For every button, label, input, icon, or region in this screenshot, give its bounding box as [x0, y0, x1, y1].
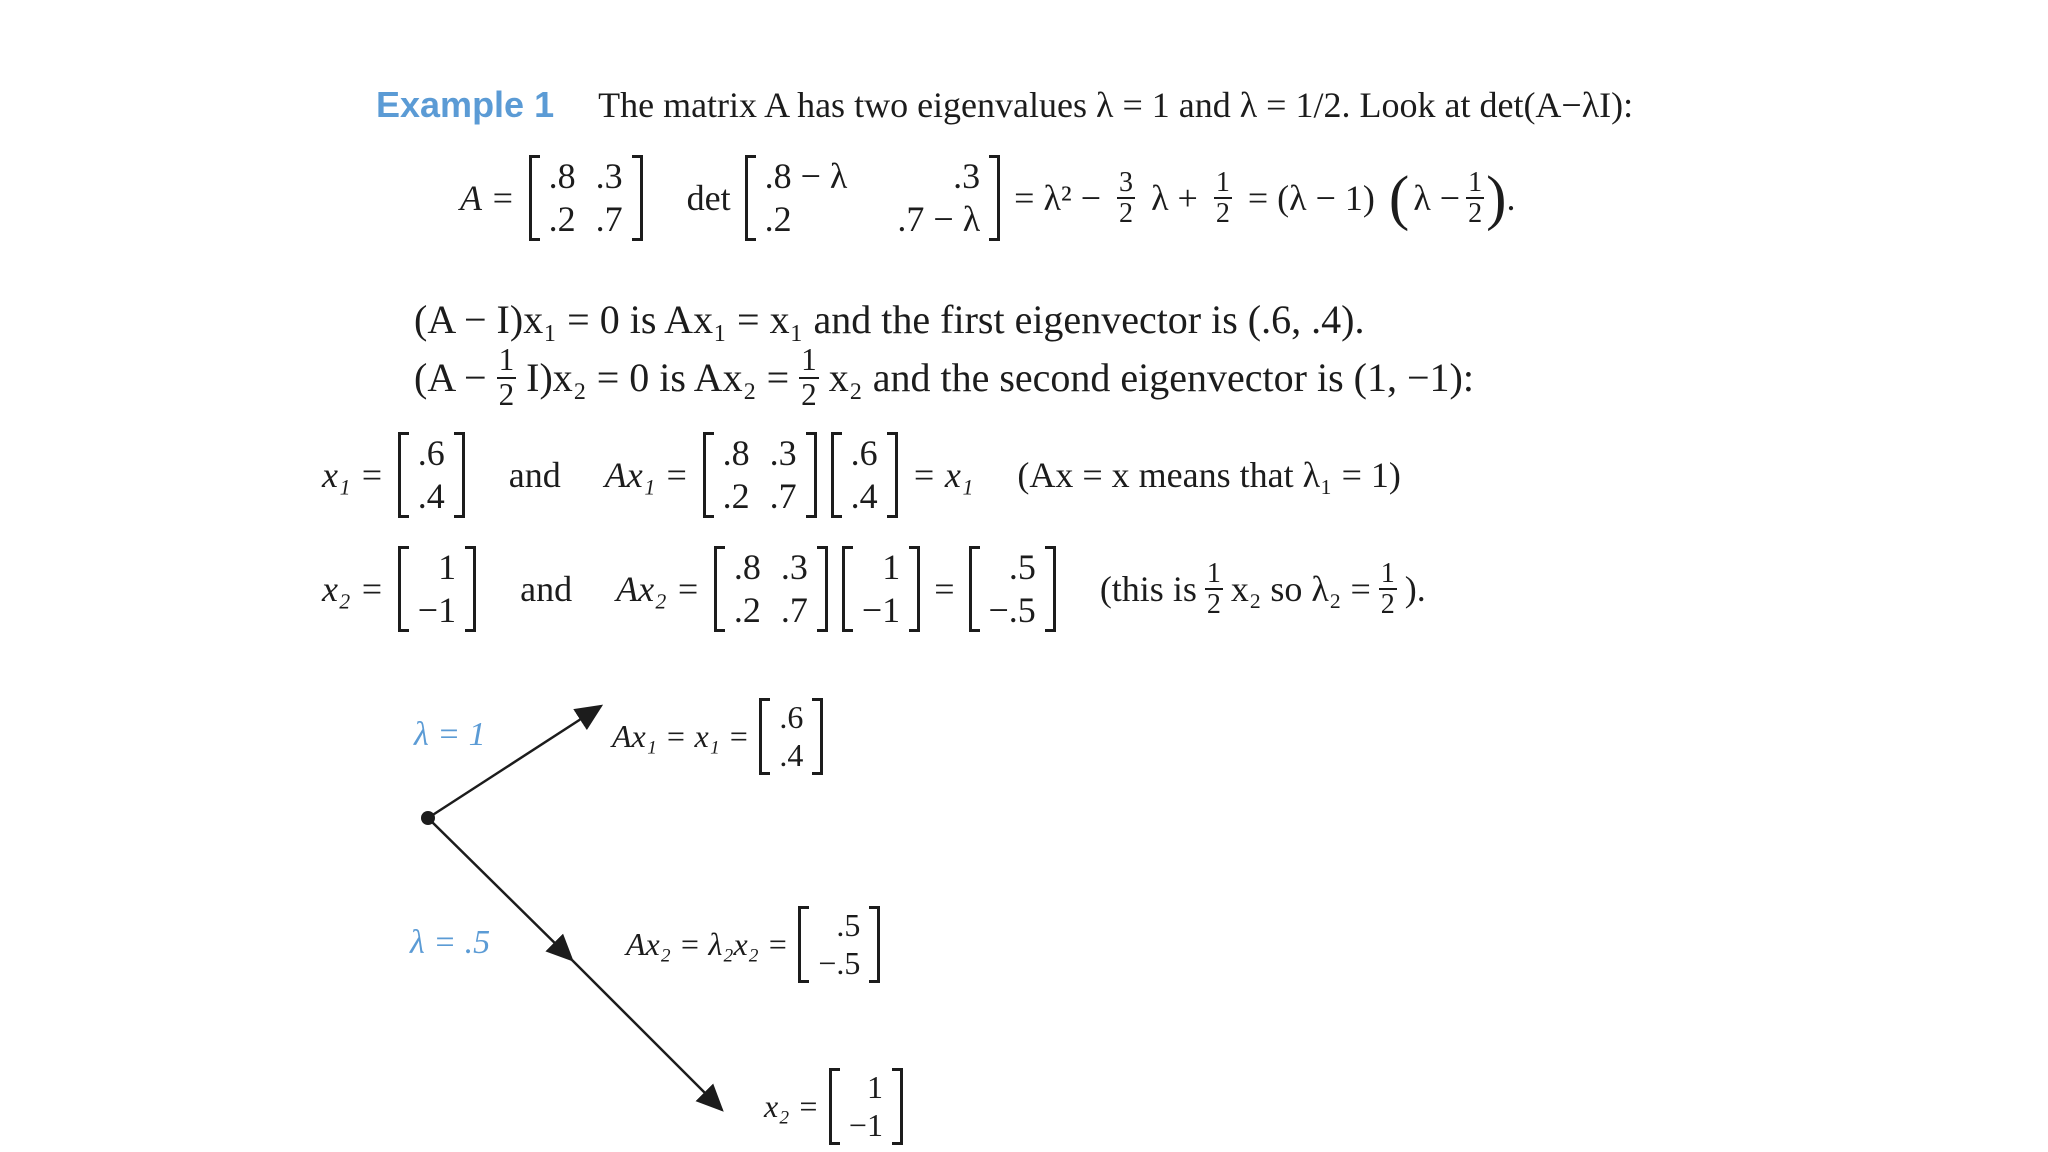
ax2-diagram-label: Ax₂ = λ₂x₂ = .5 −.5	[626, 906, 880, 983]
ax1-diagram-label: Ax₁ = x₁ = .6 .4	[612, 698, 823, 775]
note-1: (Ax = x means that λ₁ = 1)	[1017, 455, 1401, 496]
matrix-cell: .2	[548, 199, 576, 240]
det-lambda-plus: λ +	[1151, 178, 1198, 219]
matrix-cell: .7	[595, 199, 623, 240]
intro-text: The matrix A has two eigenvalues λ = 1 and λ = 1/2. Look at det(A−λI):	[598, 85, 1634, 125]
and-word: and	[508, 455, 561, 496]
matrix-a-label: A =	[460, 178, 515, 219]
result-vector: .5 −.5	[969, 546, 1056, 632]
eq-x1: = x₁	[911, 455, 974, 496]
fraction-1-2: $\frac{1}{2}$	[1215, 166, 1230, 230]
x1-label: x₁ =	[322, 455, 384, 496]
det-word: det	[686, 178, 731, 219]
example-label: Example 1	[376, 84, 555, 125]
ax1-label: Ax₁ =	[604, 455, 689, 496]
x2-diagram-label: x₂ = 1 −1	[764, 1068, 903, 1145]
x1-vector: .6 .4	[398, 432, 465, 518]
fraction-3-2: $\frac{3}{2}$	[1119, 166, 1134, 230]
factor-paren: ( λ − $\frac{1}{2}$ ) .	[1388, 163, 1516, 232]
lambda-1-label: λ = 1	[414, 716, 486, 753]
lambda-2-label: λ = .5	[410, 924, 491, 961]
x1-vector: .6 .4	[831, 432, 898, 518]
det-eq1: = λ² −	[1014, 178, 1102, 219]
matrix-cell: .3	[595, 156, 623, 196]
matrix-cell: .8 − λ	[764, 156, 848, 196]
matrix-a: .8 .3 .2 .7	[714, 546, 828, 632]
and-word: and	[520, 569, 573, 610]
ax2-label: Ax₂ =	[616, 569, 700, 610]
eigen-line-2: (A − $\frac{1}{2}$ I)x₂ = 0 is Ax₂ = $\frac{1}{2}$ x₂ and the second eigenvector is (1, −1):	[414, 342, 1474, 412]
matrix-cell: .3	[953, 156, 981, 196]
x2-label: x₂ =	[322, 569, 384, 610]
matrix-cell: .2	[764, 199, 792, 240]
matrix-cell: .8	[548, 156, 576, 196]
equals: =	[934, 569, 955, 610]
x2-vector: 1 −1	[398, 546, 476, 632]
matrix-cell: .7 − λ	[897, 199, 981, 240]
det-eq2: = (λ − 1)	[1247, 178, 1375, 219]
x2-vector: 1 −1	[842, 546, 920, 632]
eigen-line-1: (A − I)x₁ = 0 is Ax₁ = x₁ and the first eigenvector is (.6, .4).	[414, 297, 1365, 342]
matrix-a: .8 .3 .2 .7	[703, 432, 817, 518]
note-2: (this is $\frac{1}{2}$ x₂ so λ₂ = $\frac{1}{2}$ ).	[1099, 557, 1426, 621]
